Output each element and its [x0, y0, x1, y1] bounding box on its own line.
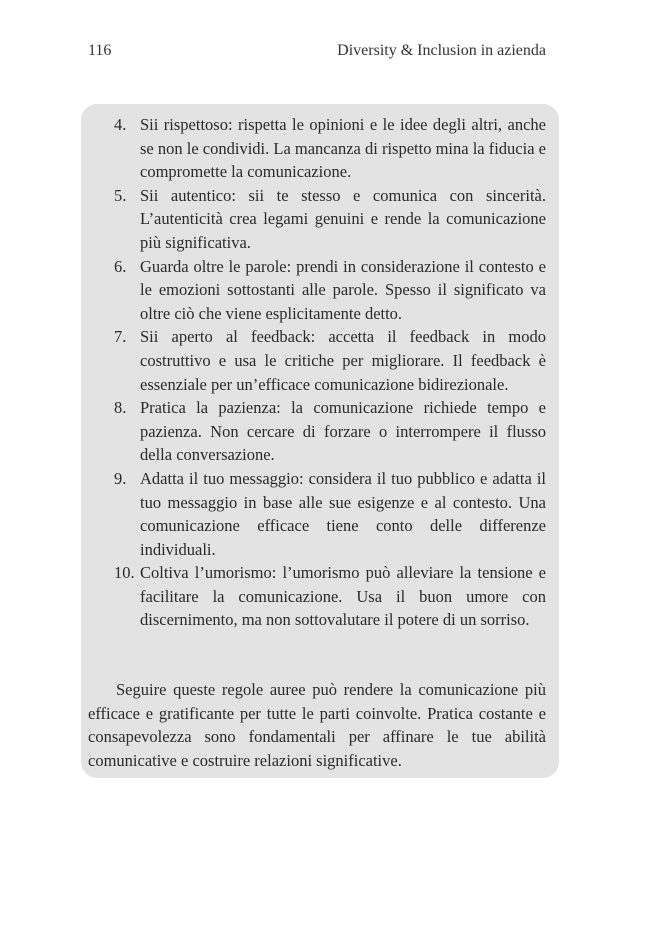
list-item-9: [88, 467, 546, 561]
item-text: Sii rispettoso: rispetta le opinioni e le idee degli altri, anche se non le condividi. La mancanza di rispetto mina la fiducia e compromette la comunicazione.: [140, 115, 546, 182]
running-title: Diversity & Inclusion in azienda: [337, 42, 546, 59]
list-item-8: [88, 396, 546, 467]
closing-paragraph: Seguire queste regole auree può rendere la comunicazione più efficace e gratificante per tutte le parti coinvolte. Pratica costante e consapevolezza sono fondamentali per affinare le tue abilità comunicative e costruire relazioni significative.: [88, 680, 546, 770]
list-item-4: [88, 113, 546, 184]
item-number: 10.: [114, 563, 135, 583]
item-text: Guarda oltre le parole: prendi in considerazione il contesto e le emozioni sottostanti alle parole. Spesso il significato va oltre ciò che viene esplicitamente detto.: [140, 256, 546, 323]
item-number: 8.: [114, 398, 127, 418]
rules-list: [88, 113, 546, 632]
item-number: 6.: [114, 256, 127, 276]
item-text: Adatta il tuo messaggio: considera il tuo pubblico e adatta il tuo messaggio in base alle sue esigenze e al contesto. Una comunicazione efficace tiene conto delle differenze individuali.: [140, 468, 546, 559]
running-header: [88, 42, 546, 66]
list-item-6: [88, 255, 546, 326]
list-item-10: [88, 561, 546, 632]
item-text: Sii autentico: sii te stesso e comunica con sincerità. L’autenticità crea legami genuini e rende la comunicazione più significativa.: [140, 185, 546, 252]
item-text: Coltiva l’umorismo: l’umorismo può alleviare la tensione e facilitare la comunicazione. Usa il buon umore con discernimento, ma non sottovalutare il potere di un sorriso.: [140, 563, 546, 630]
item-number: 9.: [114, 468, 127, 488]
list-item-5: [88, 184, 546, 255]
list-item-7: [88, 325, 546, 396]
item-number: 5.: [114, 185, 127, 205]
item-text: Pratica la pazienza: la comunicazione richiede tempo e pazienza. Non cercare di forzare o interrompere il flusso della conversazione.: [140, 398, 546, 465]
item-number: 4.: [114, 115, 127, 134]
page-number: 116: [88, 42, 112, 59]
item-number: 7.: [114, 327, 127, 347]
item-text: Sii aperto al feedback: accetta il feedback in modo costruttivo e usa le critiche per migliorare. Il feedback è essenziale per un’efficace comunicazione bidirezionale.: [140, 327, 546, 394]
